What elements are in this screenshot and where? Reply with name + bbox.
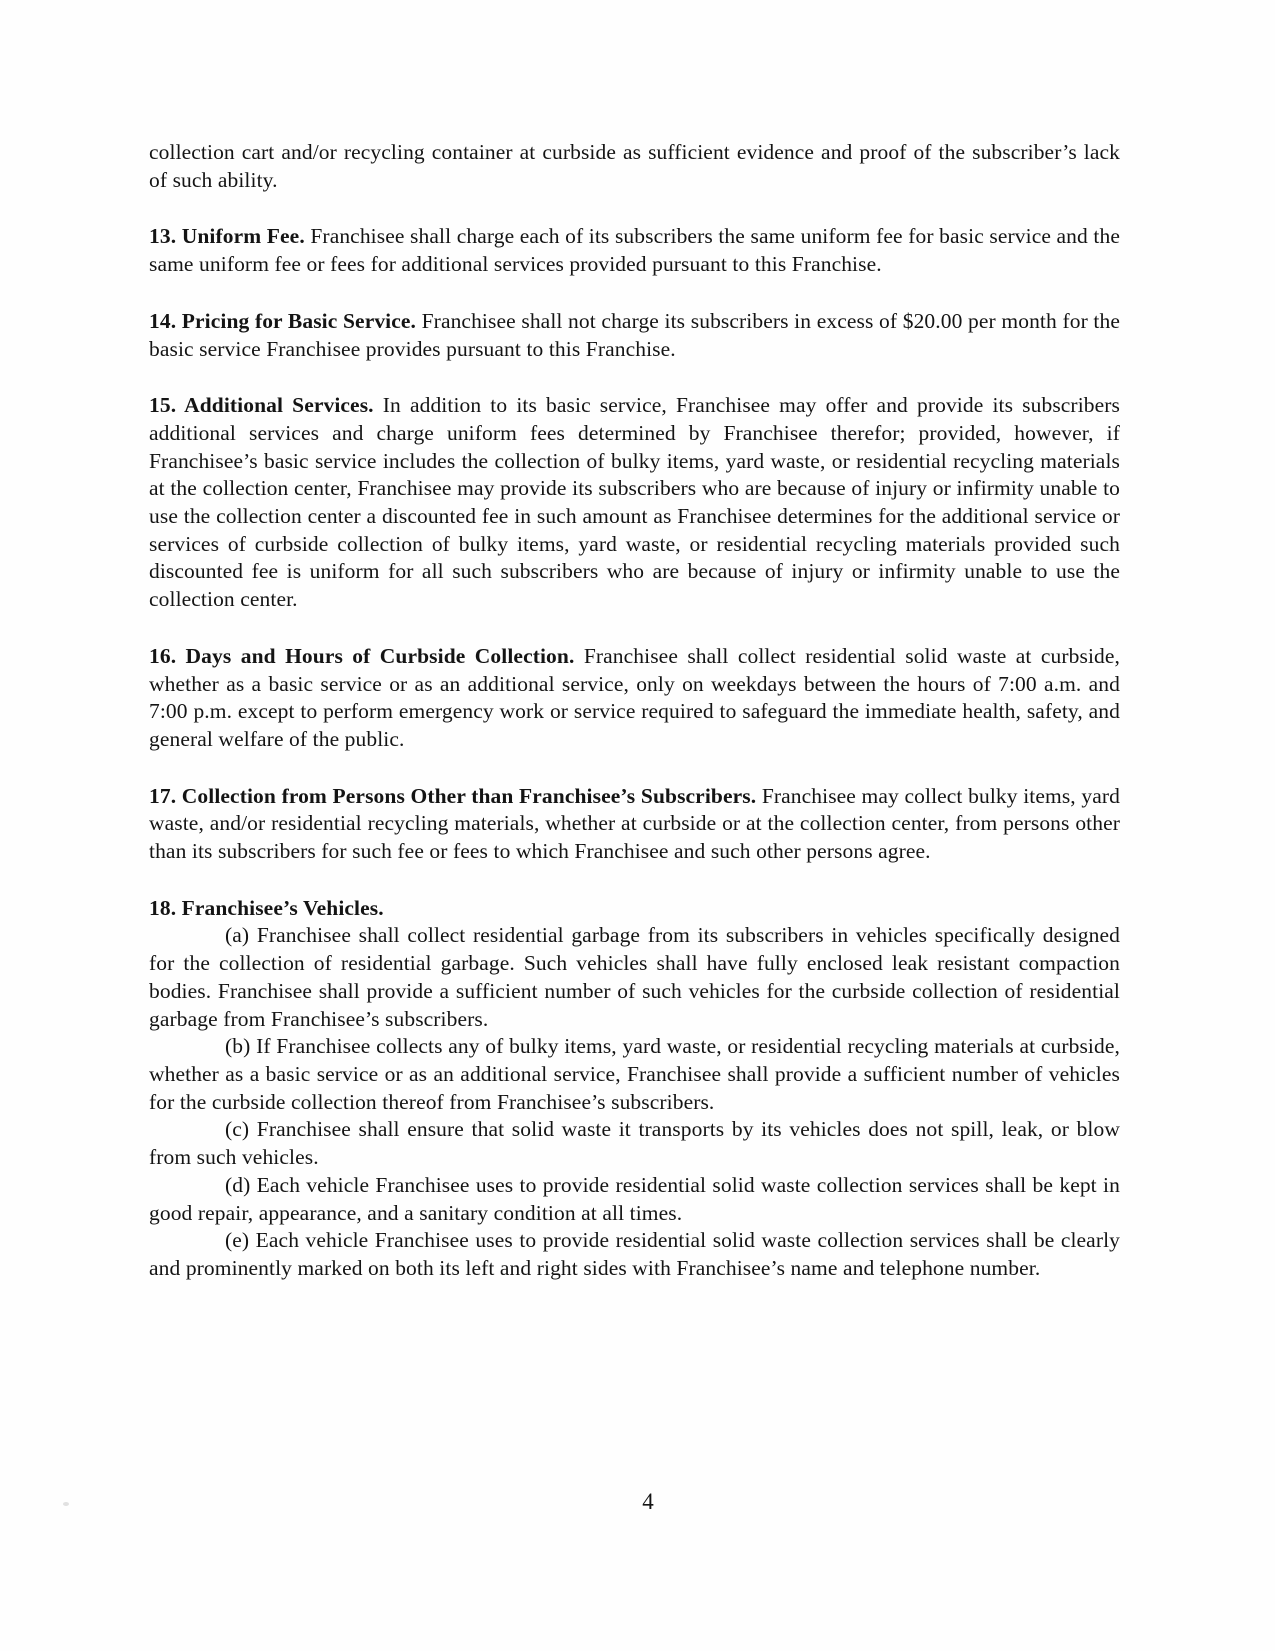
section-13 <box>149 223 1120 278</box>
scan-speck <box>63 1502 69 1506</box>
subsection-d-text: Each vehicle Franchisee uses to provide residential solid waste collection services shall be kept in good repair, appearance, and a sanitary condition at all times. <box>149 1172 1120 1225</box>
section-18-heading <box>149 895 1120 923</box>
section-15-body: In addition to its basic service, Franchisee may offer and provide its subscribers additional services and charge uniform fees determined by Franchisee therefor; provided, however, if Franchisee’s basic service includes the collection of bulky items, yard waste, or residential recycling materials at the collection center, Franchisee may provide its subscribers who are because of injury or infirmity unable to use the collection center a discounted fee in such amount as Franchisee determines for the additional service or services of curbside collection of bulky items, yard waste, or residential recycling materials provided such discounted fee is uniform for all such subscribers who are because of injury or infirmity unable to use the collection center. <box>149 393 1120 612</box>
section-15-heading: 15. Additional Services. <box>149 393 374 418</box>
section-16 <box>149 643 1120 754</box>
continuation-text: collection cart and/or recycling container at curbside as sufficient evidence and proof of the subscriber’s lack of such ability. <box>149 140 1120 192</box>
subsection-c-text: Franchisee shall ensure that solid waste it transports by its vehicles does not spill, leak, or blow from such vehicles. <box>149 1117 1120 1170</box>
subsection-b-text: If Franchisee collects any of bulky items, yard waste, or residential recycling materials at curbside, whether as a basic service or as an additional service, Franchisee shall provide a sufficient number of vehicles for the curbside collection thereof from Franchisee’s subscribers. <box>149 1034 1120 1114</box>
section-18-subsection-b <box>149 1033 1120 1116</box>
subsection-a-text: Franchisee shall collect residential garbage from its subscribers in vehicles specifically designed for the collection of residential garbage. Such vehicles shall have fully enclosed leak resistant compaction bodies. Franchisee shall provide a sufficient number of such vehicles for the curbside collection of residential garbage from Franchisee’s subscribers. <box>149 923 1120 1031</box>
section-18-heading-text: 18. Franchisee’s Vehicles. <box>149 895 384 920</box>
section-14-body: Franchisee shall not charge its subscribers in excess of $20.00 per month for the basic service Franchisee provides pursuant to this Franchise. <box>149 308 1120 361</box>
page-number: 4 <box>642 1489 654 1514</box>
section-13-heading: 13. Uniform Fee. <box>149 224 305 249</box>
section-13-body: Franchisee shall charge each of its subscribers the same uniform fee for basic service and the same uniform fee or fees for additional services provided pursuant to this Franchise. <box>149 224 1120 277</box>
section-16-heading: 16. Days and Hours of Curbside Collection. <box>149 643 575 668</box>
section-18-subsection-c <box>149 1116 1120 1171</box>
section-14-heading: 14. Pricing for Basic Service. <box>149 308 417 333</box>
section-16-body: Franchisee shall collect residential solid waste at curbside, whether as a basic service or as an additional service, only on weekdays between the hours of 7:00 a.m. and 7:00 p.m. except to perform emergency work or service required to safeguard the immediate health, safety, and general welfare of the public. <box>149 643 1120 751</box>
paragraph-continuation <box>149 139 1120 194</box>
document-content <box>149 139 1120 1283</box>
subsection-c-label: (c) <box>225 1117 250 1142</box>
subsection-e-label: (e) <box>225 1228 250 1253</box>
section-18-subsection-e <box>149 1227 1120 1282</box>
section-18-subsection-a <box>149 922 1120 1033</box>
subsection-b-label: (b) <box>225 1034 251 1059</box>
section-15 <box>149 392 1120 614</box>
subsection-a-label: (a) <box>225 923 250 948</box>
section-17-heading: 17. Collection from Persons Other than Franchisee’s Subscribers. <box>149 783 757 808</box>
section-18-subsection-d <box>149 1172 1120 1227</box>
section-14 <box>149 308 1120 363</box>
section-17 <box>149 783 1120 866</box>
subsection-e-text: Each vehicle Franchisee uses to provide residential solid waste collection services shall be clearly and prominently marked on both its left and right sides with Franchisee’s name and telephone number. <box>149 1228 1121 1280</box>
subsection-d-label: (d) <box>225 1172 251 1197</box>
section-17-body: Franchisee may collect bulky items, yard waste, and/or residential recycling materials, whether at curbside or at the collection center, from persons other than its subscribers for such fee or fees to which Franchisee and such other persons agree. <box>149 783 1120 864</box>
